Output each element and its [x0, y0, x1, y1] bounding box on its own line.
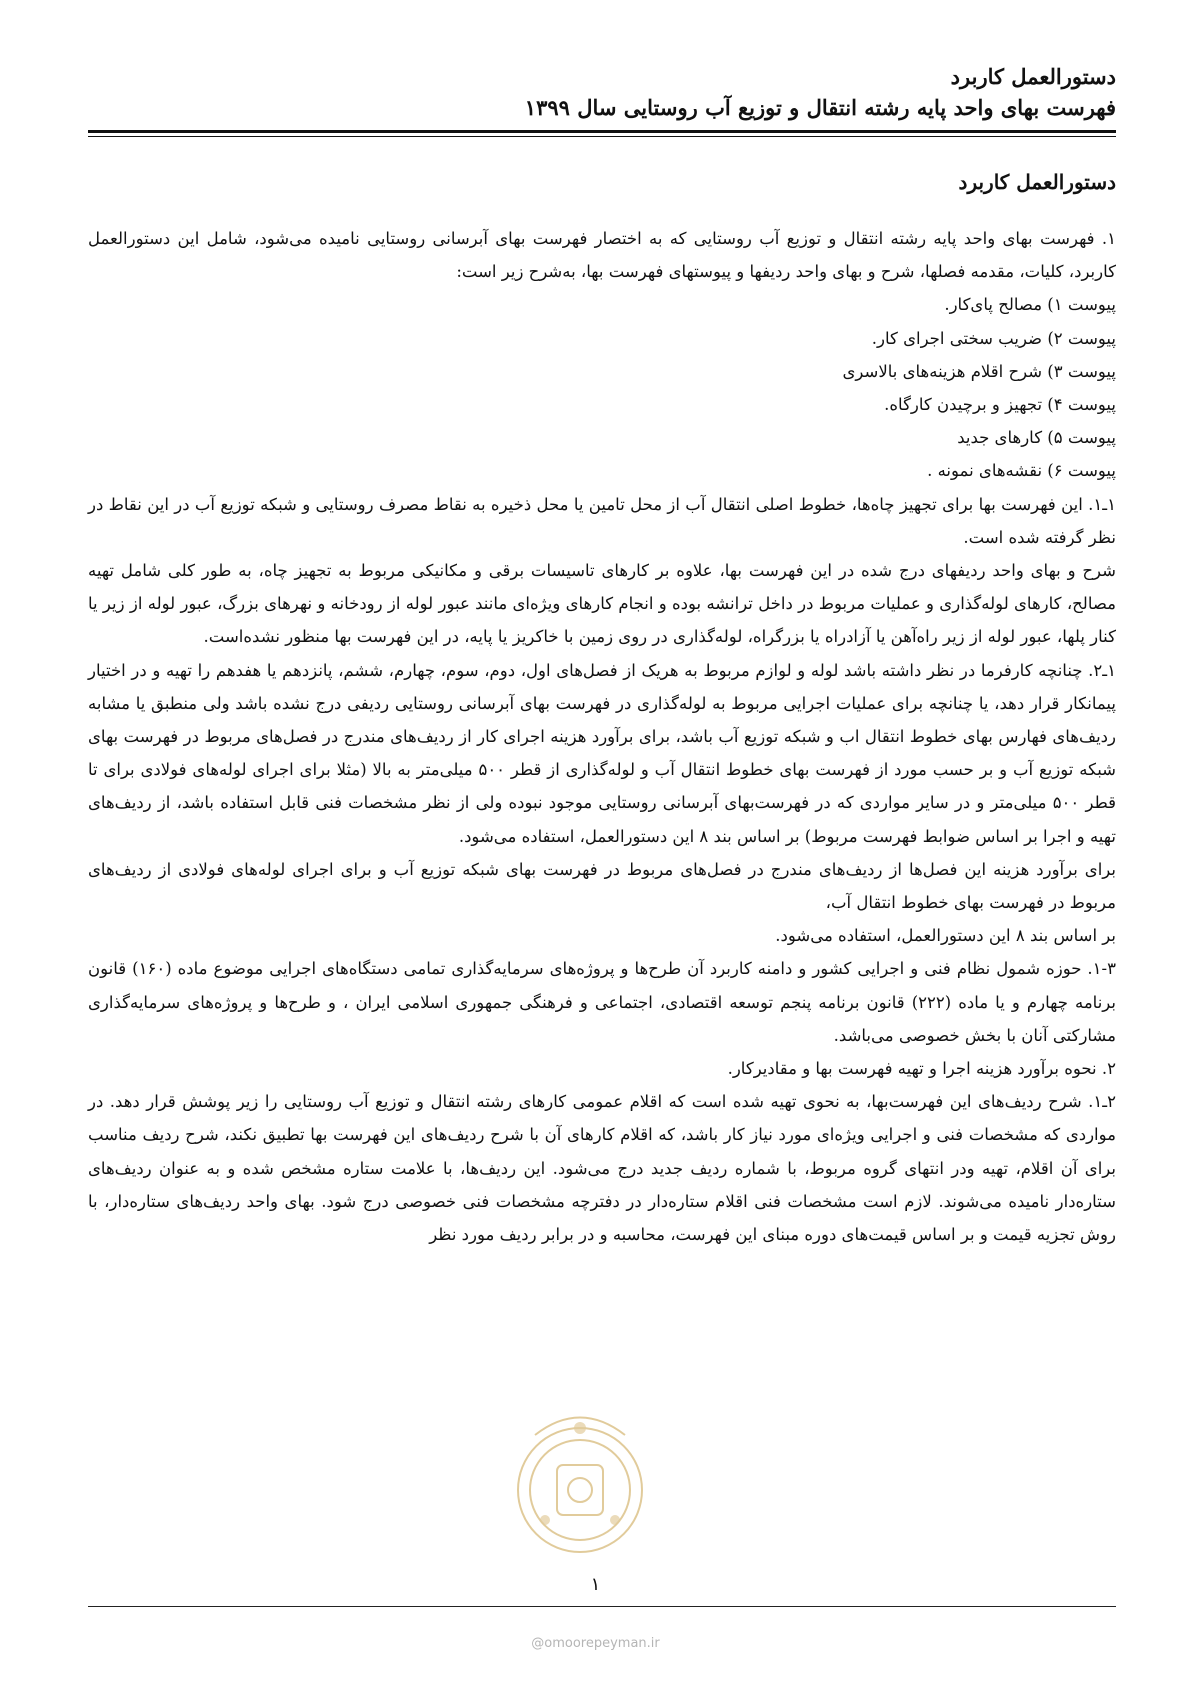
- header-rule-thick: [88, 130, 1116, 133]
- header-line-1: دستورالعمل کاربرد: [950, 64, 1116, 89]
- header-rule-thin: [88, 136, 1116, 137]
- appendix-6: پیوست ۶) نقشه‌های نمونه .: [927, 461, 1116, 481]
- page-number: ۱: [590, 1574, 601, 1595]
- paragraph-1-2: ۱ـ۲. چنانچه کارفرما در نظر داشته باشد لوله و لوازم مربوط به هریک از فصل‌های اول، دوم، سوم، چهارم، ششم، پانزدهم یا هفدهم را تهیه و در اختیار پیمانکار قرار دهد، یا چنانچه برای عملیات اجرایی مربوط به لوله‌گذاری در فهرست بهای آبرسانی روستایی ردیفی درج نشده باشد ولی منطبق یا مشابه ردیف‌های فهارس بهای خطوط انتقال اب و شبکه توزیع آب باشد، برای برآورد هزینه اجرای کار از ردیف‌های مندرج در فصل‌های مربوط در فهرست بهای شبکه توزیع آب و بر حسب مورد از فهرست بهای خطوط انتقال آب و لوله‌گذاری از قطر ۵۰۰ میلی‌متر به بالا (مثلا برای اجرای لوله‌های فولادی برای تا قطر ۵۰۰ میلی‌متر و در سایر مواردی که در فهرست‌بهای آبرسانی روستایی موجود نبوده ولی از نظر مشخصات فنی قابل استفاده باشد، از ردیف‌های تهیه و اجرا بر اساس ضوابط فهرست مربوط) بر اساس بند ۸ این دستورالعمل، استفاده می‌شود.: [88, 660, 1116, 846]
- footer-rule: [88, 1606, 1116, 1607]
- appendix-4: پیوست ۴) تجهیز و برچیدن کارگاه.: [884, 395, 1116, 415]
- appendix-3: پیوست ۳) شرح اقلام هزینه‌های بالاسری: [842, 361, 1116, 381]
- paragraph-1-1: ۱ـ۱. این فهرست بها برای تجهیز چاه‌ها، خطوط اصلی انتقال آب از محل تامین یا محل ذخیره به نقاط مصرف روستایی و شبکه توزیع آب در این نقاط در نظر گرفته شده است.: [88, 494, 1116, 547]
- footer-website[interactable]: @omoorepeyman.ir: [531, 1636, 660, 1651]
- appendix-1: پیوست ۱) مصالح پای‌کار.: [944, 295, 1116, 315]
- paragraph-estimate: برای برآورد هزینه این فصل‌ها از ردیف‌های مندرج در فصل‌های مربوط در فهرست بهای شبکه توزیع آب و برای اجرای لوله‌های فولادی از ردیف‌های مربوط در فهرست بهای خطوط انتقال آب،: [88, 859, 1116, 913]
- seal-watermark-icon: [505, 1395, 655, 1565]
- paragraph-1-3: ۱-۳. حوزه شمول نظام فنی و اجرایی کشور و دامنه کاربرد آن طرح‌ها و پروژه‌های سرمایه‌گذاری تمامی دستگاه‌های اجرایی موضوع ماده (۱۶۰) قانون برنامه چهارم و یا ماده (۲۲۲) قانون برنامه پنجم توسعه اقتصادی، اجتماعی و فرهنگی جمهوری اسلامی ایران ، و طرح‌ها و پروژه‌های سرمایه‌گذاری مشارکتی آنان با بخش خصوصی می‌باشد.: [88, 959, 1116, 1045]
- paragraph-scope: شرح و بهای واحد ردیفهای درج شده در این فهرست بها، علاوه بر کارهای تاسیسات برقی و مکانیکی مربوط به تجهیز چاه، به طور کلی شامل تهیه مصالح، کارهای لوله‌گذاری و عملیات مربوط در داخل ترانشه بوده و انجام کارهای ویژه‌ای مانند عبور لوله از رودخانه و نهرهای بزرگ، عبور لوله از زیر یا کنار پلها، عبور لوله از زیر راه‌آهن یا آزادراه یا بزرگراه، لوله‌گذاری در روی زمین با خاکریز یا پایه، در این فهرست بها منظور نشده‌است.: [88, 561, 1116, 647]
- paragraph-2-1: ۲ـ۱. شرح ردیف‌های این فهرست‌بها، به نحوی تهیه شده است که اقلام عمومی کارهای رشته انتقال و توزیع آب روستایی را زیر پوشش قرار دهد. در مواردی که مشخصات فنی و اجرایی ویژه‌ای مورد نیاز کار باشد، که اقلام کارهای آن با شرح ردیف‌های این فهرست بها تطبیق نکند، شرح ردیف مناسب برای آن اقلام، تهیه ودر انتهای گروه مربوط، با شماره ردیف جدید درج می‌شود. این ردیف‌ها، با علامت ستاره مشخص شده و به عنوان ردیف‌های ستاره‌دار نامیده می‌شوند. لازم است مشخصات فنی اقلام ستاره‌دار در دفترچه مشخصات فنی خصوصی درج شود. بهای واحد ردیف‌های ستاره‌دار، با روش تجزیه قیمت و بر اساس قیمت‌های دوره مبنای این فهرست، محاسبه و در برابر ردیف مورد نظر: [88, 1092, 1116, 1245]
- header-line-2: فهرست بهای واحد پایه رشته انتقال و توزیع آب روستایی سال ۱۳۹۹: [524, 95, 1116, 120]
- paragraph-2-heading: ۲. نحوه برآورد هزینه اجرا و تهیه فهرست بها و مقادیرکار.: [727, 1059, 1116, 1079]
- section-title: دستورالعمل کاربرد: [958, 170, 1116, 194]
- appendix-5: پیوست ۵) کارهای جدید: [957, 428, 1116, 448]
- paragraph-estimate-tail: بر اساس بند ۸ این دستورالعمل، استفاده می‌شود.: [775, 926, 1116, 946]
- page-header: [88, 62, 1116, 124]
- paragraph-1: ۱. فهرست بهای واحد پایه رشته انتقال و توزیع آب روستایی که به اختصار فهرست بهای آبرسانی روستایی نامیده می‌شود، شامل این دستورالعمل کاربرد، کلیات، مقدمه فصلها، شرح و بهای واحد ردیفها و پیوستهای فهرست بها، به‌شرح زیر است:: [88, 229, 1116, 282]
- appendix-2: پیوست ۲) ضریب سختی اجرای کار.: [871, 328, 1116, 348]
- body-text: [88, 222, 1116, 1251]
